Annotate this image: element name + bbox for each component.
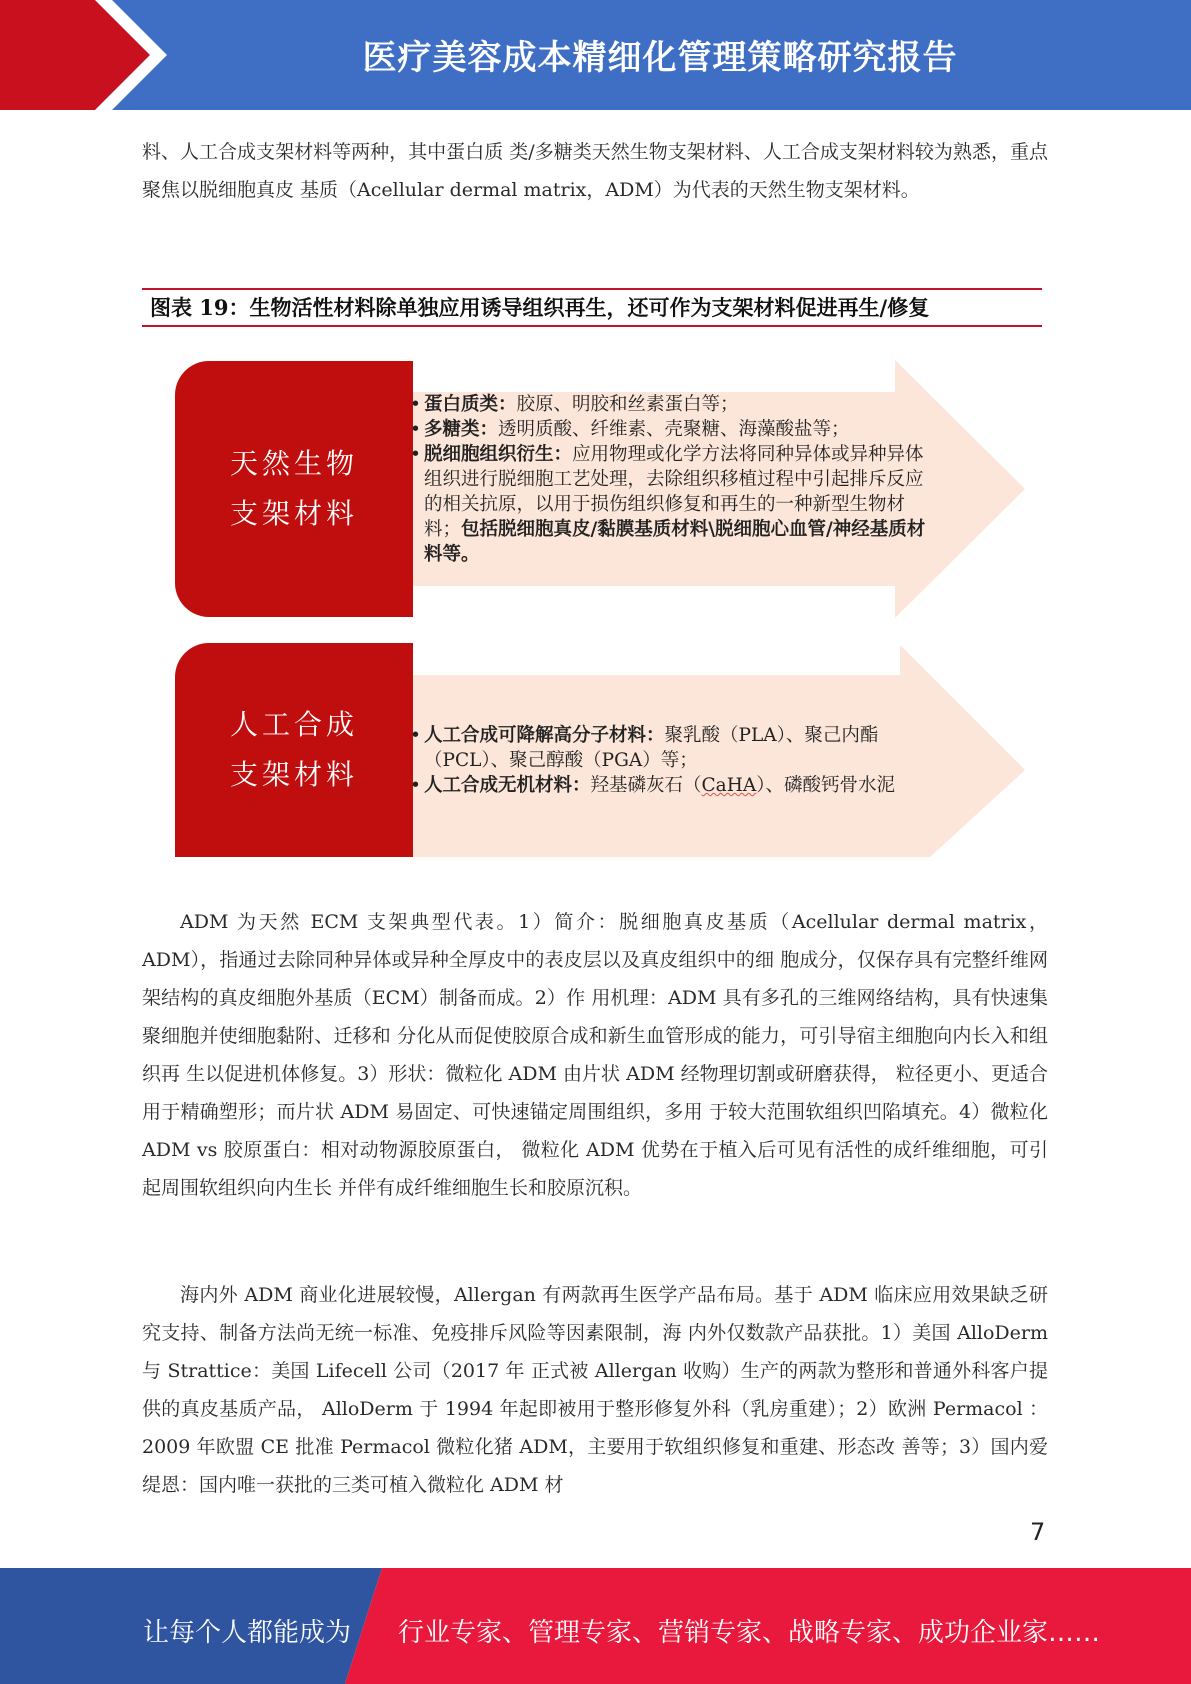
page-header bbox=[0, 0, 1191, 110]
figure-caption: 图表 19：生物活性材料除单独应用诱导组织再生，还可作为支架材料促进再生/修复 bbox=[150, 295, 930, 320]
natural-box-line1: 天然生物 bbox=[229, 447, 358, 480]
market-paragraph: 海内外 ADM 商业化进展较慢，Allergan 有两款再生医学产品布局。基于 ADM 临床应用效果缺乏研究支持、制备方法尚无统一标准、免疫排斥风险等因素限制，海 内外仅数款产品获批。1）美国 AlloDerm 与 Strattice：美国 Lifecell 公司（2017 年 正式被 Allergan 收购）生产的两款为整形和普通外科客户提供的真皮基质产品， AlloDerm 于 1994 年起即被用于整形修复外科（乳房重建）；2）欧洲 Permacol ： 2009 年欧盟 CE 批准 Permacol 微粒化猪 ADM，主要用于软组织修复和重建、形态改 善等；3）国内爱缇恩：国内唯一获批的三类可植入微粒化 ADM 材 bbox=[142, 1284, 1048, 1496]
natural-scaffold-box bbox=[175, 361, 413, 617]
adm-paragraph: ADM 为天然 ECM 支架典型代表。1）简介：脱细胞真皮基质（Acellular dermal matrix，ADM），指通过去除同种异体或异种全厚皮中的表皮层以及真皮组织中的细 胞成分，仅保存具有完整纤维网架结构的真皮细胞外基质（ECM）制备而成。2）作 用机理：ADM 具有多孔的三维网络结构，具有快速集聚细胞并使细胞黏附、迁移和 分化从而促使胶原合成和新生血管形成的能力，可引导宿主细胞向内长入和组织再 生以促进机体修复。3）形状：微粒化 ADM 由片状 ADM 经物理切割或研磨获得， 粒径更小、更适合用于精确塑形；而片状 ADM 易固定、可快速锚定周围组织，多用 于较大范围软组织凹陷填充。4）微粒化 ADM vs 胶原蛋白：相对动物源胶原蛋白， 微粒化 ADM 优势在于植入后可见有活性的成纤维细胞，可引起周围软组织向内生长 并伴有成纤维细胞生长和胶原沉积。 bbox=[142, 911, 1048, 1199]
natural-item-polysaccharide: • 多糖类：透明质酸、纤维素、壳聚糖、海藻酸盐等； bbox=[410, 417, 930, 442]
natural-bullet-list bbox=[410, 392, 930, 567]
caption-rule-bottom bbox=[142, 325, 1042, 327]
footer-slogan-right: 行业专家、管理专家、营销专家、战略专家、成功企业家…… bbox=[398, 1618, 1101, 1648]
natural-box-line2: 支架材料 bbox=[229, 497, 358, 530]
synthetic-item-inorganic: • 人工合成无机材料：羟基磷灰石（CaHA）、磷酸钙骨水泥 bbox=[410, 773, 930, 798]
intro-paragraph: 料、人工合成支架材料等两种，其中蛋白质 类/多糖类天然生物支架材料、人工合成支架材料较为熟悉，重点聚焦以脱细胞真皮 基质（Acellular dermal matrix，ADM）为代表的天然生物支架材料。 bbox=[142, 141, 1048, 201]
synthetic-item-polymer: • 人工合成可降解高分子材料：聚乳酸（PLA）、聚己内酯（PCL）、聚己醇酸（PGA）等； bbox=[410, 723, 930, 773]
header-title: 医疗美容成本精细化管理策略研究报告 bbox=[362, 38, 958, 78]
page-number: 7 bbox=[1030, 1518, 1046, 1546]
synthetic-box-line1: 人工合成 bbox=[229, 708, 358, 741]
natural-item-decellularized: • 脱细胞组织衍生：应用物理或化学方法将同种异体或异种异体组织进行脱细胞工艺处理，去除组织移植过程中引起排斥反应的相关抗原，以用于损伤组织修复和再生的一种新型生物材料；包括脱细胞真皮/黏膜基质材料\脱细胞心血管/神经基质材料等。 bbox=[410, 442, 930, 567]
synthetic-scaffold-box bbox=[175, 643, 413, 857]
synthetic-bullet-list bbox=[410, 723, 930, 798]
synthetic-box-line2: 支架材料 bbox=[229, 758, 358, 791]
natural-item-protein: • 蛋白质类：胶原、明胶和丝素蛋白等； bbox=[410, 392, 930, 417]
footer-slogan-left: 让每个人都能成为 bbox=[143, 1618, 352, 1648]
